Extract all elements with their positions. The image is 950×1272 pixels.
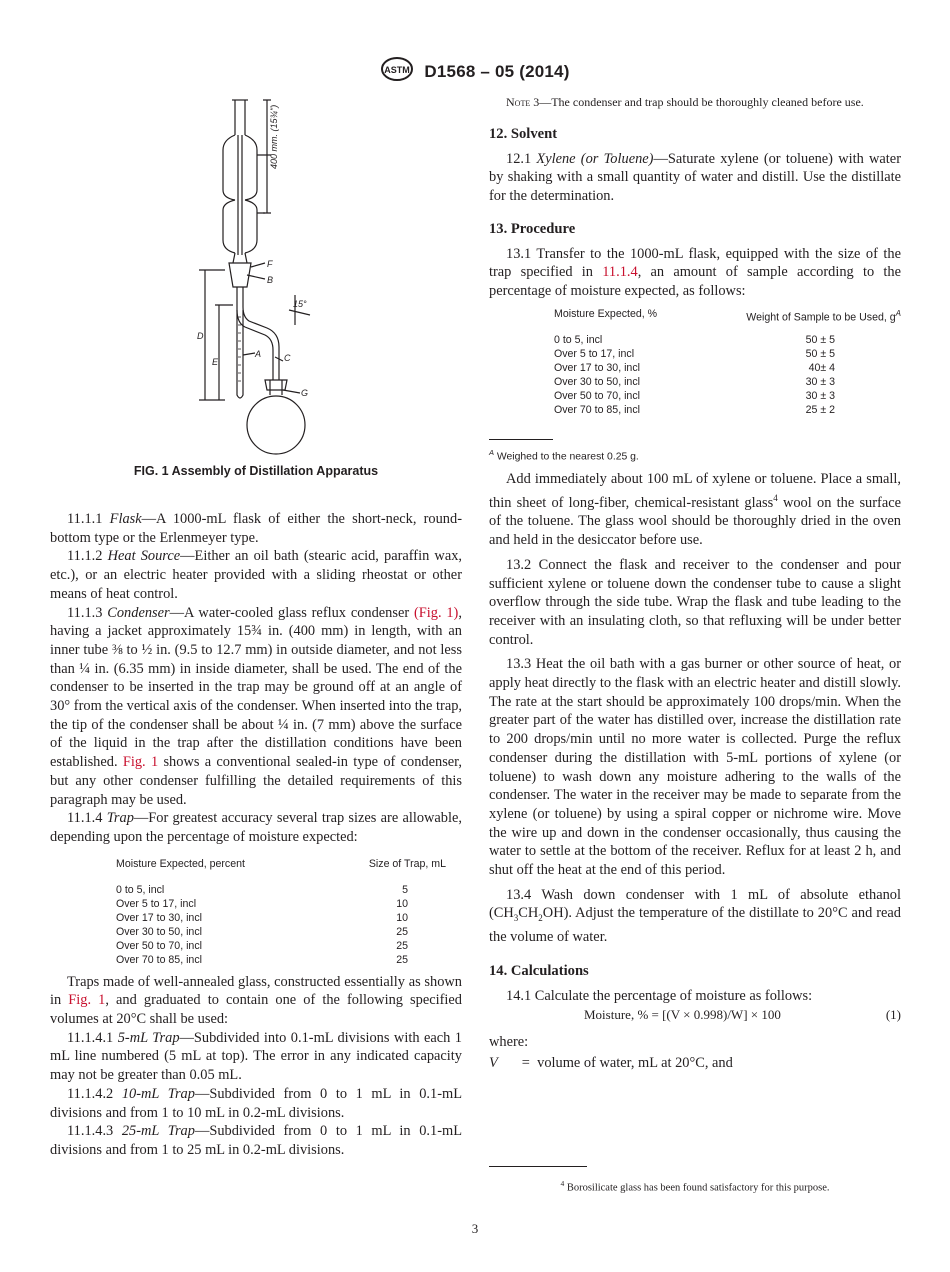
label-c: C xyxy=(284,353,291,363)
table-cell: 10 xyxy=(396,911,408,924)
para-11-1-4-2: 11.1.4.2 10-mL Trap—Subdivided from 0 to 1 mL in 0.1-mL divisions and from 1 to 10 mL in 0.2-mL divisions. xyxy=(50,1085,462,1121)
table-cell: 30 ± 3 xyxy=(805,389,835,402)
table-cell: Over 50 to 70, incl xyxy=(554,389,640,402)
page-number: 3 xyxy=(471,1221,479,1236)
table-cell: 50 ± 5 xyxy=(805,333,835,346)
footnote-rule xyxy=(489,1166,587,1167)
table-cell: 25 xyxy=(396,939,408,952)
table-cell: Over 17 to 30, incl xyxy=(116,911,202,924)
table-row xyxy=(554,361,901,375)
para-11-1-4-1: 11.1.4.1 5-mL Trap—Subdivided into 0.1-mL divisions with each 1 mL line numbered (5 mL at top). The error in any indicated capacity may not be greater than 0.05 mL. xyxy=(50,1029,462,1084)
para-14-1: 14.1 Calculate the percentage of moisture as follows: xyxy=(506,987,813,1004)
label-g: G xyxy=(301,388,309,398)
table-cell: Over 70 to 85, incl xyxy=(116,953,202,966)
where-label: where: xyxy=(489,1034,529,1051)
label-b: B xyxy=(267,275,274,285)
table-row xyxy=(116,897,446,911)
para-11-1-4-3: 11.1.4.3 25-mL Trap—Subdivided from 0 to 1 mL in 0.1-mL divisions and from 1 to 25 mL in 0.2-mL divisions. xyxy=(50,1123,462,1158)
para-11-1-1: 11.1.1 Flask—A 1000-mL flask of either the short-neck, round-bottom type or the Erlenmeyer type. xyxy=(50,511,462,546)
table-cell: 40± 4 xyxy=(808,361,835,374)
para-add-xylene: Add immediately about 100 mL of xylene or toluene. Place a small, thin sheet of long-fiber, chemical-resistant glass$^4$ wool on the surface of the toluene. The glass wool should be thoroughly dried in the oven and held in the desiccator before use. xyxy=(489,471,902,549)
section-14-heading: 14. Calculations xyxy=(489,962,589,979)
table-cell: Over 30 to 50, incl xyxy=(116,925,202,938)
label-e: E xyxy=(212,357,219,367)
table-header-row xyxy=(116,857,446,883)
table-cell: 30 ± 3 xyxy=(805,375,835,388)
para-13-4: 13.4 Wash down condenser with 1 mL of absolute ethanol $(CH_3CH_2OH)$. Adjust the temperature of the distillate to 20°C and read the volume of water. xyxy=(489,886,901,946)
table-header-row xyxy=(554,307,901,333)
table-row xyxy=(554,403,901,417)
table-footnote-rule xyxy=(489,439,553,440)
section-12-heading: 12. Solvent xyxy=(489,125,558,142)
left-column xyxy=(50,510,462,1160)
equation-number: (1) xyxy=(885,1007,901,1023)
moisture-equation: Moisture, % = [(V × 0.998)/W] × 100 xyxy=(584,1007,781,1023)
para-11-1-2: 11.1.2 Heat Source—Either an oil bath (stearic acid, paraffin wax, etc.), or an electric heater provided with a sliding rheostat or other means of heat control. xyxy=(50,548,463,602)
astm-logo-icon xyxy=(380,56,414,87)
table-cell: 25 xyxy=(396,953,408,966)
variable-definition: V = volume of water, mL at 20°C, and xyxy=(489,1055,733,1072)
table-cell: 10 xyxy=(396,897,408,910)
table-cell: Over 70 to 85, incl xyxy=(554,403,640,416)
fig-1-link[interactable]: (Fig. 1) xyxy=(413,604,459,621)
table-cell: Over 17 to 30, incl xyxy=(554,361,640,374)
angle-label: 15° xyxy=(293,299,307,309)
table-cell: 50 ± 5 xyxy=(805,347,835,360)
trap-size-table xyxy=(116,857,446,967)
table-cell: Over 50 to 70, incl xyxy=(116,939,202,952)
table-row xyxy=(554,375,901,389)
section-13-heading: 13. Procedure xyxy=(489,220,576,237)
label-f: F xyxy=(267,259,273,269)
table-cell: 0 to 5, incl xyxy=(116,883,165,896)
note-3: Note 3—The condenser and trap should be thoroughly cleaned before use. xyxy=(506,95,864,109)
table-row xyxy=(554,347,901,361)
table-row xyxy=(116,953,446,967)
table-row xyxy=(554,389,901,403)
fig-1-link[interactable]: Fig. 1 xyxy=(122,754,159,771)
label-d: D xyxy=(197,331,204,341)
table-row xyxy=(116,939,446,953)
figure-caption: FIG. 1 Assembly of Distillation Apparatus xyxy=(133,464,379,478)
distillation-apparatus-diagram xyxy=(185,95,345,460)
section-11-1-4-link[interactable]: 11.1.4 xyxy=(602,264,638,281)
table-row xyxy=(116,925,446,939)
table-cell: Over 5 to 17, incl xyxy=(554,347,635,360)
page-header xyxy=(0,56,950,87)
table-row xyxy=(116,911,446,925)
table-cell: 25 ± 2 xyxy=(805,403,835,416)
para-13-1: 13.1 Transfer to the 1000-mL flask, equipped with the size of the trap specified in 11.1.4, an amount of sample according to the percentage of moisture expected, as follows: xyxy=(489,245,901,300)
table-header: Moisture Expected, percent xyxy=(116,857,245,870)
right-column xyxy=(489,95,901,1073)
table-footnote: $^A$ Weighed to the nearest 0.25 g. xyxy=(489,447,639,463)
dimension-label: 400 mm. (15¾") xyxy=(269,104,279,169)
table-row xyxy=(554,333,901,347)
table-header: Moisture Expected, % xyxy=(554,307,658,320)
table-header: Size of Trap, mL xyxy=(368,857,446,870)
para-traps: Traps made of well-annealed glass, constructed essentially as shown in Fig. 1, and graduated to contain one of the following specified volumes at 20°C shall be used: xyxy=(50,973,462,1028)
table-cell: Over 5 to 17, incl xyxy=(116,897,197,910)
svg-text:ASTM: ASTM xyxy=(384,65,411,75)
para-13-3: 13.3 Heat the oil bath with a gas burner or other source of heat, or apply heat directly to the flask with an electric heater and distill slowly. The rate at the start should be approximately 100 drops/min. When the greater part of the water has distilled over, increase the distillation rate to 200 drops/min until no more water is collected. Purge the reflux condenser during the distillation with 5-mL portions of xylene (or toluene) to wash down any moisture adhering to the walls of the condenser. The water in the receiver may be made to separate from the xylene (or toluene) by using a spiral copper or nichrome wire. Move the wire up and down in the condenser occasionally, thus causing the water to settle at the bottom of the receiver. Reflux for at least 2 h, and shut off the heat at the end of this period. xyxy=(489,656,901,879)
fig-1-link[interactable]: Fig. 1 xyxy=(68,992,106,1009)
para-11-1-4: 11.1.4 Trap—For greatest accuracy several trap sizes are allowable, depending upon the percentage of moisture expected: xyxy=(50,810,462,845)
equation-1 xyxy=(489,1007,901,1027)
para-13-2: 13.2 Connect the flask and receiver to the condenser and pour sufficient xylene or toluene down the condenser tube to cause a slight overflow through the side tube. Wrap the flask and tube leading to the receiver with an insulating cloth, so that refluxing will be under better control. xyxy=(489,556,901,648)
table-cell: 25 xyxy=(396,925,408,938)
table-cell: 0 to 5, incl xyxy=(554,333,603,346)
table-header: Weight of Sample to be Used, $g^A$ xyxy=(746,308,901,324)
figure-1 xyxy=(185,95,345,460)
sample-weight-table xyxy=(554,307,901,417)
table-cell: 5 xyxy=(402,883,408,896)
table-row xyxy=(116,883,446,897)
para-12-1: 12.1 Xylene (or Toluene)—Saturate xylene (or toluene) with water by shaking with a small quantity of water and distill. Use the distillate for the determination. xyxy=(489,150,901,204)
para-11-1-3: 11.1.3 Condenser—A water-cooled glass reflux condenser (Fig. 1), having a jacket approximately 15¾ in. (400 mm) in length, with an inner tube ⅜ to ½ in. (9.5 to 12.7 mm) in outside diameter, and not less than ¼ in. (6.35 mm) in inside diameter, shall be used. The end of the condenser to be inserted in the trap may be ground off at an angle of 30° from the vertical axis of the condenser. When inserted into the trap, the tip of the condenser shall be about ¼ in. (7 mm) above the surface of the liquid in the trap after the distillation conditions have been established. Fig. 1 shows a conventional sealed-in type of condenser, but any other condenser fulfilling the detailed requirements of this paragraph may be used. xyxy=(50,604,462,808)
footnote-4: $^4$ Borosilicate glass has been found satisfactory for this purpose. xyxy=(560,1179,830,1194)
document-title: D1568 – 05 (2014) xyxy=(424,61,570,81)
table-cell: Over 30 to 50, incl xyxy=(554,375,640,388)
label-a: A xyxy=(255,349,262,359)
